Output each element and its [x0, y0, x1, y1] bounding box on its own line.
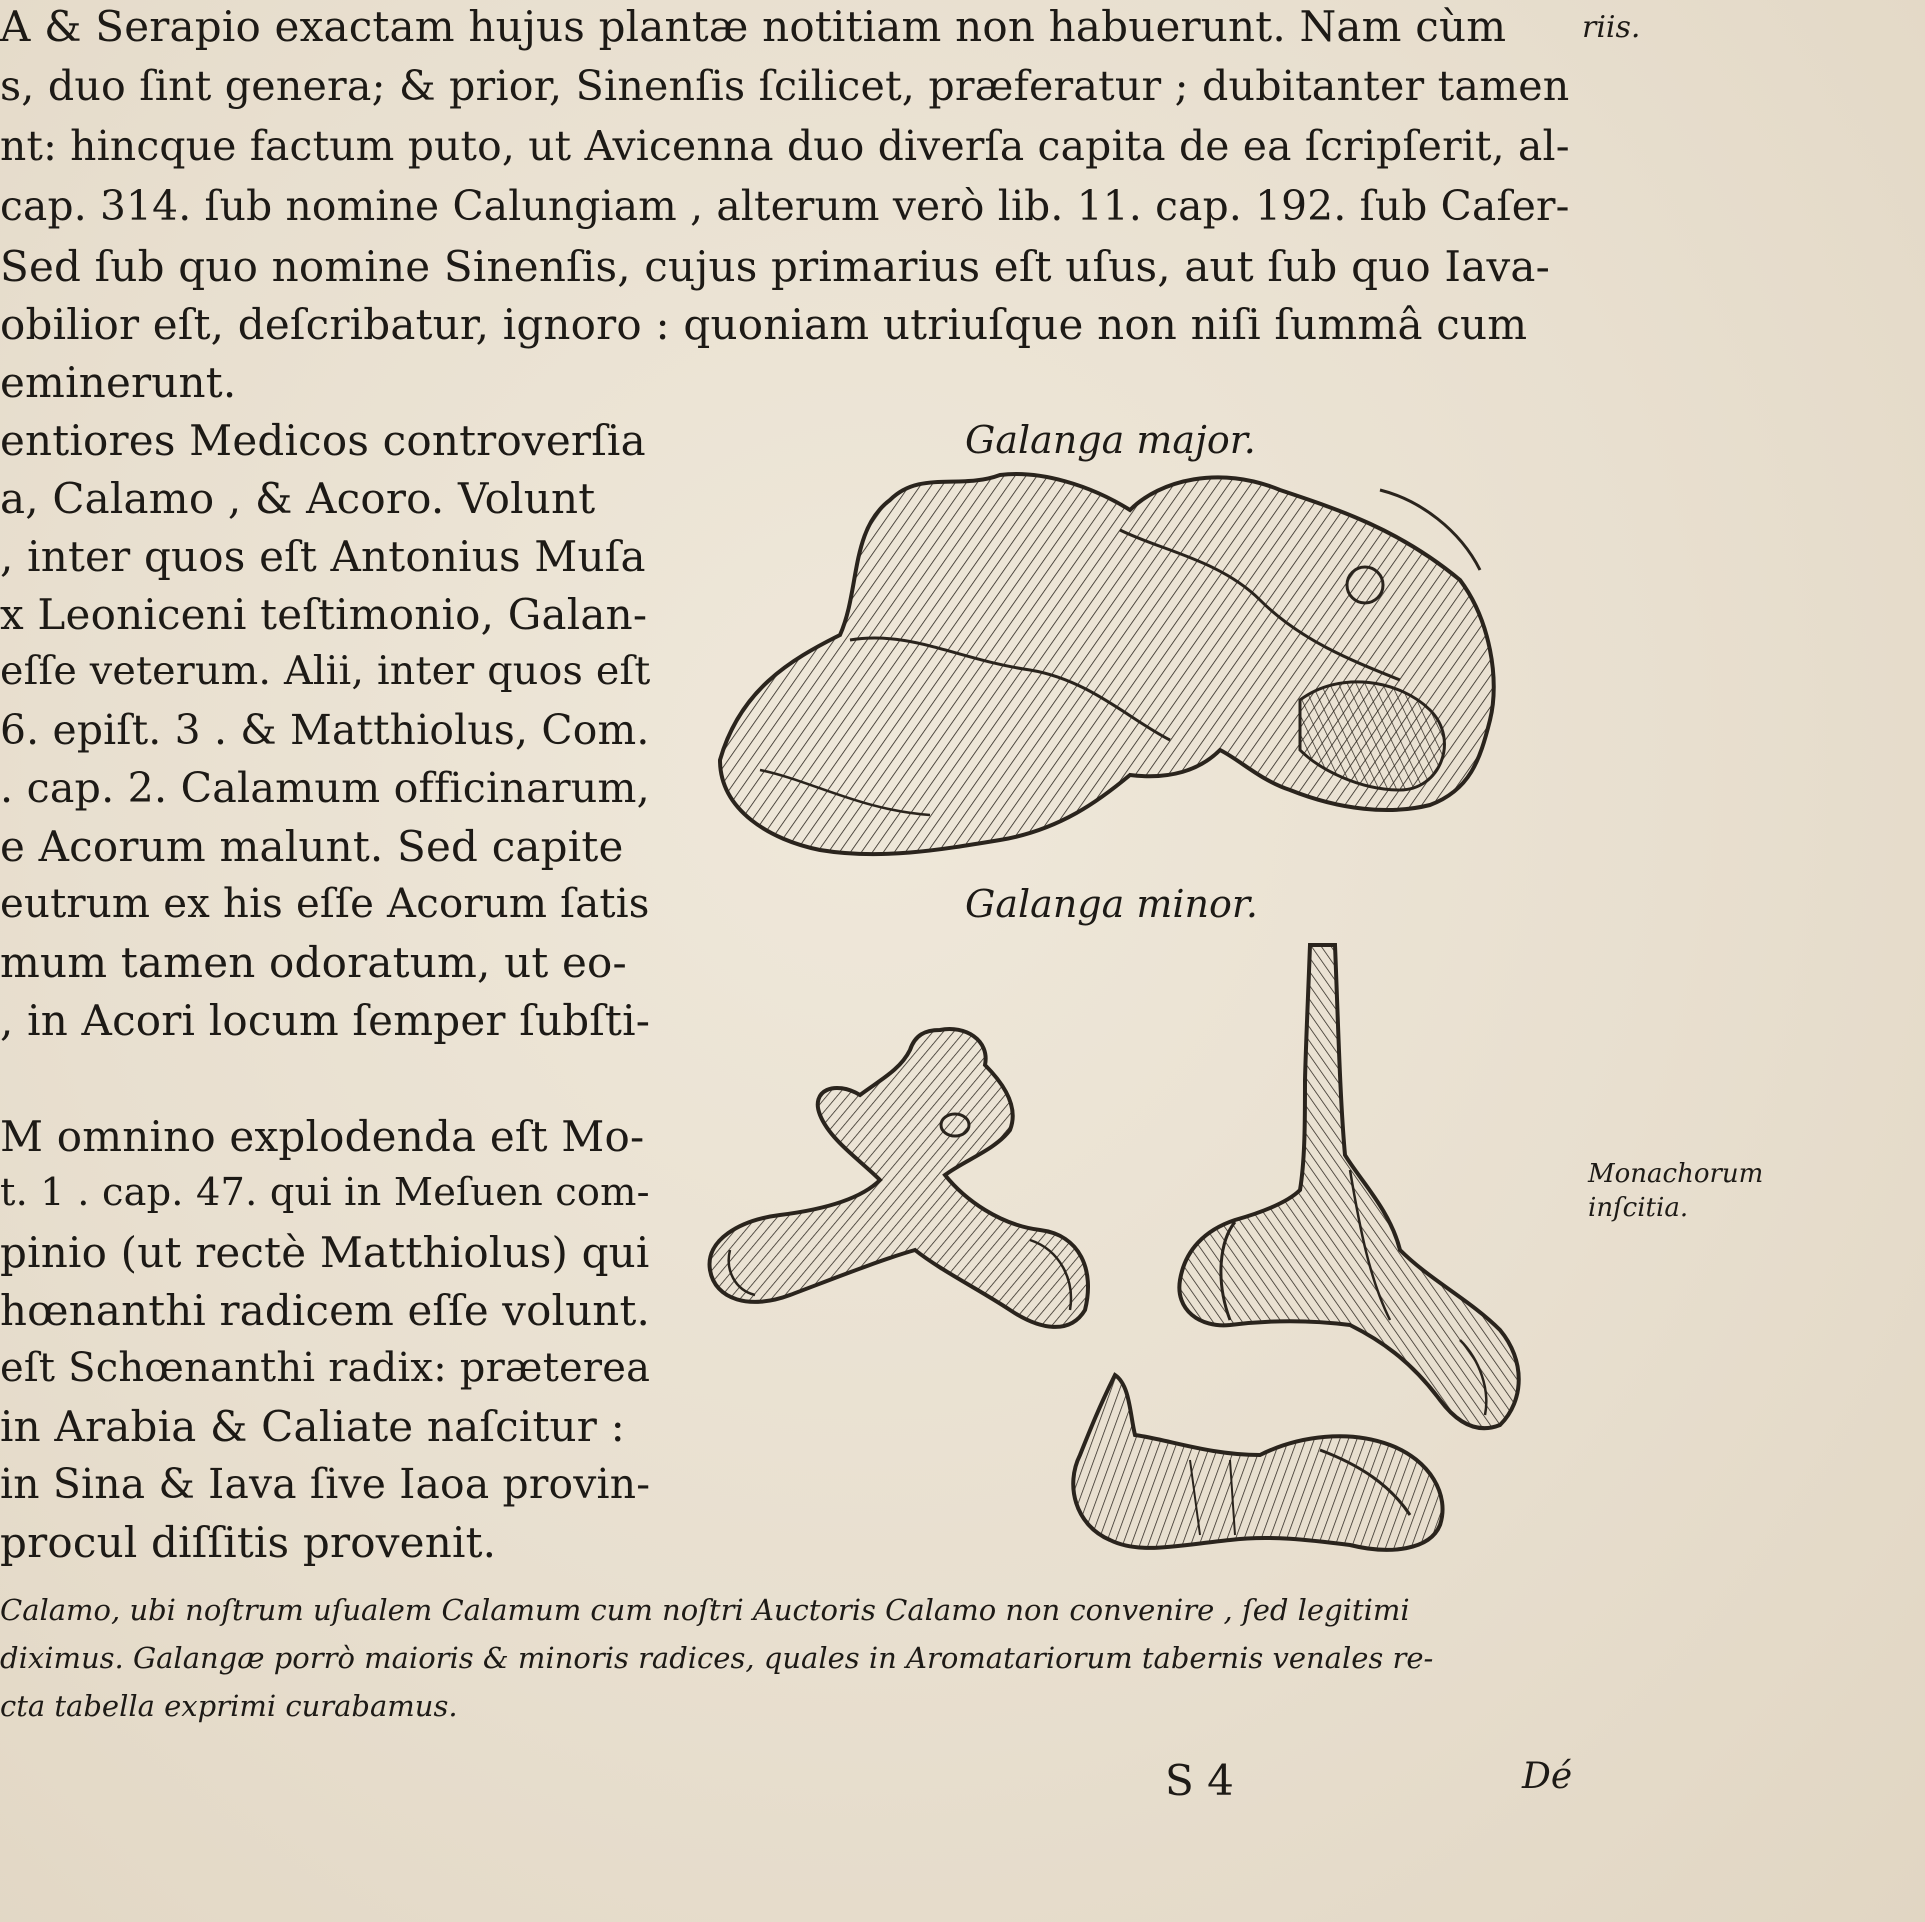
text-line: e Acorum malunt. Sed capite — [0, 822, 624, 871]
bleed-through-text — [1060, 380, 1070, 415]
footnote-line: Calamo, ubi noſtrum uſualem Calamum cum noſtri Auctoris Calamo non convenire , ſed legitimi — [0, 1593, 1410, 1627]
text-line: mum tamen odoratum, ut eo- — [0, 938, 627, 987]
text-line: eutrum ex his eſſe Acorum ſatis — [0, 881, 650, 927]
text-line: a, Calamo , & Acoro. Volunt — [0, 474, 596, 523]
marginal-text: Monachorum — [1588, 1159, 1764, 1189]
text-line: procul diſſitis provenit. — [0, 1518, 497, 1567]
text-line: , inter quos eſt Antonius Muſa — [0, 532, 646, 581]
text-line: x Leoniceni teſtimonio, Galan- — [0, 590, 648, 639]
text-line: , in Acori locum ſemper ſubſti- — [0, 996, 651, 1045]
text-line: pinio (ut rectè Matthiolus) qui — [0, 1228, 650, 1277]
text-line: t. 1 . cap. 47. qui in Meſuen com- — [0, 1170, 650, 1215]
text-line: Sed ſub quo nomine Sinenſis, cujus primarius eſt uſus, aut ſub quo Iava- — [0, 242, 1551, 291]
text-line: M omnino explodenda eſt Mo- — [0, 1112, 645, 1161]
text-line: . cap. 2. Calamum officinarum, — [0, 764, 650, 812]
marginal-note-monachorum — [1588, 1158, 1763, 1226]
text-line: entiores Medicos controverſia — [0, 416, 646, 465]
woodcut-galanga-minor-bottom — [1060, 1365, 1460, 1565]
text-line: A & Serapio exactam hujus plantæ notitiam non habuerunt. Nam cùm — [0, 2, 1507, 51]
signature-mark: S 4 — [1165, 1756, 1234, 1805]
woodcut-galanga-minor-left — [700, 1010, 1100, 1350]
text-line: eſſe veterum. Alii, inter quos eſt — [0, 648, 651, 694]
text-line: eminerunt. — [0, 358, 237, 407]
text-line: eſt Schœnanthi radix: præterea — [0, 1345, 651, 1391]
catchword: Dé — [1522, 1756, 1573, 1797]
text-line: cap. 314. ſub nomine Calungiam , alterum verò lib. 11. cap. 192. ſub Caſer- — [0, 182, 1570, 230]
text-line: in Arabia & Caliate naſcitur : — [0, 1402, 625, 1451]
caption-galanga-minor: Galanga minor. — [965, 882, 1258, 926]
text-line: hœnanthi radicem eſſe volunt. — [0, 1286, 650, 1335]
marginal-note-top — [1582, 8, 1640, 47]
text-line: s, duo ſint genera; & prior, Sinenſis ſcilicet, præferatur ; dubitanter tamen — [0, 62, 1570, 110]
text-line: in Sina & Iava ſive Iaoa provin- — [0, 1460, 651, 1508]
text-line: obilior eſt, deſcribatur, ignoro : quoniam utriuſque non niſi ſummâ cum — [0, 300, 1528, 349]
text-line: nt: hincque factum puto, ut Avicenna duo diverſa capita de ea ſcripſerit, al- — [0, 122, 1570, 170]
caption-galanga-major: Galanga major. — [965, 418, 1256, 462]
marginal-text: riis. — [1582, 10, 1641, 45]
footnote-line: diximus. Galangæ porrò maioris & minoris radices, quales in Aromatariorum tabernis venales re- — [0, 1641, 1434, 1675]
footnote-line: cta tabella exprimi curabamus. — [0, 1689, 458, 1723]
woodcut-galanga-major — [700, 470, 1500, 890]
text-line: 6. epiſt. 3 . & Matthiolus, Com. — [0, 706, 650, 754]
marginal-text: inſcitia. — [1588, 1192, 1689, 1223]
